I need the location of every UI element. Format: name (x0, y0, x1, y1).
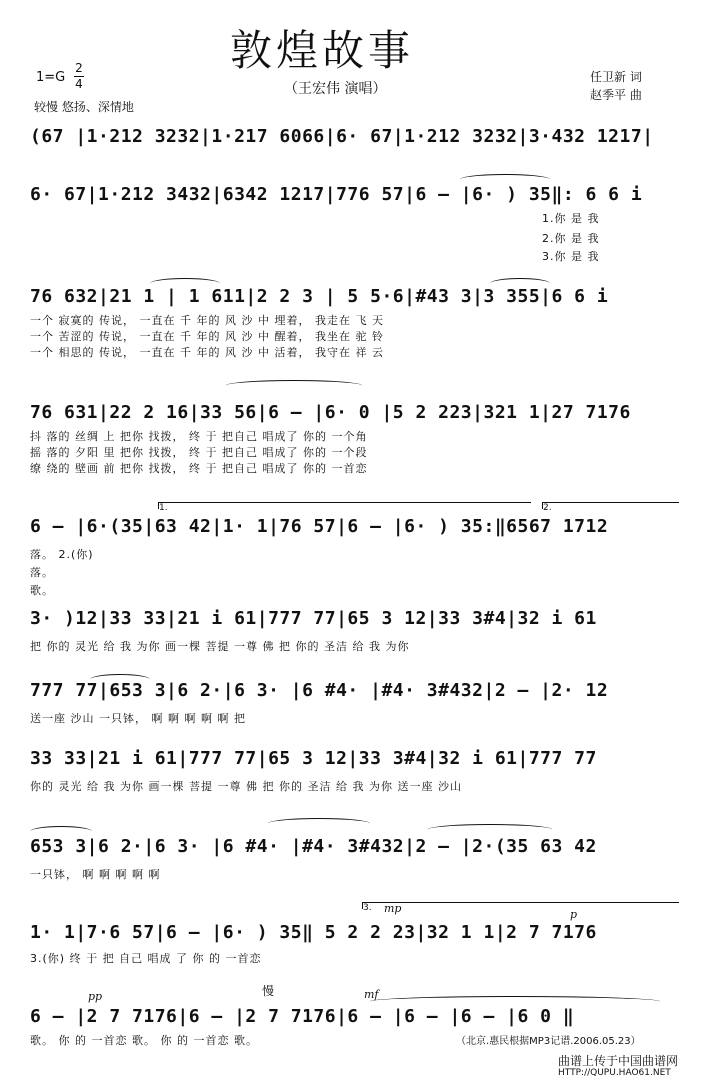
lyric-verse-1: 一个 寂寞的 传说， 一直在 千 年的 风 沙 中 埋着， 我走在 飞 天 (30, 314, 384, 327)
transcription-note: （北京.惠民根据MP3记谱.2006.05.23） (456, 1036, 641, 1047)
lyric-line: 你的 灵光 给 我 为你 画一棵 菩提 一尊 佛 把 你的 圣洁 给 我 为你 送一座 沙山 (30, 780, 462, 793)
dynamic-pp: pp (88, 990, 103, 1003)
lyric-verse-3: 3.你 是 我 (542, 250, 600, 263)
notation-line: 33 33|21 i 61|777 77|65 3 12|33 3#4|32 i 61|777 77 (30, 748, 597, 769)
notation-line: 76 632|21 1 | 1 611|2 2 3 | 5 5·6|#43 3|3 355|6 6 i (30, 286, 609, 307)
time-signature-bottom: 4 (75, 77, 83, 91)
composer-credit: 赵季平 曲 (590, 88, 642, 102)
lyric-verse-2: 落。 (30, 566, 54, 579)
site-watermark: 曲谱上传于中国曲谱网 (558, 1054, 679, 1068)
lyric-line: 一只钵， 啊 啊 啊 啊 啊 (30, 868, 161, 881)
tempo-marking: 较慢 悠扬、深情地 (34, 100, 134, 114)
time-signature-top: 2 (75, 61, 83, 75)
notation-line: 3· )12|33 33|21 i 61|777 77|65 3 12|33 3#4|32 i 61 (30, 608, 597, 629)
lyric-verse-1: 落。 2.(你) (30, 548, 94, 561)
lyric-verse-2: 摇 落的 夕阳 里 把你 找拨， 终 于 把自己 唱成了 你的 一个段 (30, 446, 368, 459)
lyric-verse-3: 缭 绕的 壁画 前 把你 找拨， 终 于 把自己 唱成了 你的 一首恋 (30, 462, 368, 475)
slow-marking: 慢 (262, 984, 275, 998)
lyric-verse-1: 抖 落的 丝绸 上 把你 找拨， 终 于 把自己 唱成了 你的 一个角 (30, 430, 368, 443)
volta-3: 3. (362, 902, 679, 909)
song-title: 敦煌故事 (230, 26, 415, 75)
dynamic-mp: mp (384, 902, 402, 915)
key-signature: 1=G (36, 70, 66, 85)
dynamic-mf: mf (364, 988, 379, 1001)
volta-1: 1. (158, 502, 531, 509)
notation-line: 6 – |6·(35|63 42|1· 1|76 57|6 – |6· ) 35:‖6567 1712 (30, 516, 609, 537)
notation-line: 777 77|653 3|6 2·|6 3· |6 #4· |#4· 3#432|2 – |2· 12 (30, 680, 609, 701)
notation-line: 1· 1|7·6 57|6 – |6· ) 35‖ 5 2 2 23|32 1 1|2 7 7176 (30, 922, 597, 943)
lyric-line: 歌。 你 的 一首恋 歌。 你 的 一首恋 歌。 (30, 1034, 258, 1047)
lyric-verse-3: 歌。 (30, 584, 54, 597)
lyric-verse-2: 2.你 是 我 (542, 232, 600, 245)
notation-line: 6· 67|1·212 3432|6342 1217|776 57|6 – |6· ) 35‖: 6 6 i (30, 184, 643, 205)
lyric-line: 3.(你) 终 于 把 自己 唱成 了 你 的 一首恋 (30, 952, 262, 965)
notation-line: (67 |1·212 3232|1·217 6066|6· 67|1·212 3232|3·432 1217| (30, 126, 654, 147)
site-url: HTTP://QUPU.HAO61.NET (558, 1068, 671, 1078)
notation-line: 76 631|22 2 16|33 56|6 – |6· 0 |5 2 223|321 1|27 7176 (30, 402, 631, 423)
notation-line: 653 3|6 2·|6 3· |6 #4· |#4· 3#432|2 – |2·(35 63 42 (30, 836, 597, 857)
lyricist-credit: 任卫新 词 (590, 70, 642, 84)
lyric-line: 把 你的 灵光 给 我 为你 画一棵 菩提 一尊 佛 把 你的 圣洁 给 我 为你 (30, 640, 410, 653)
volta-2: 2. (542, 502, 679, 509)
time-signature (74, 62, 84, 91)
lyric-verse-1: 1.你 是 我 (542, 212, 600, 225)
lyric-verse-3: 一个 相思的 传说， 一直在 千 年的 风 沙 中 活着， 我守在 祥 云 (30, 346, 384, 359)
lyric-line: 送一座 沙山 一只钵， 啊 啊 啊 啊 啊 把 (30, 712, 246, 725)
lyric-verse-2: 一个 苦涩的 传说， 一直在 千 年的 风 沙 中 醒着， 我坐在 驼 铃 (30, 330, 384, 343)
notation-line: 6 – |2 7 7176|6 – |2 7 7176|6 – |6 – |6 – |6 0 ‖ (30, 1006, 575, 1027)
performer-subtitle: （王宏伟 演唱） (284, 81, 387, 97)
dynamic-p: p (570, 908, 578, 921)
